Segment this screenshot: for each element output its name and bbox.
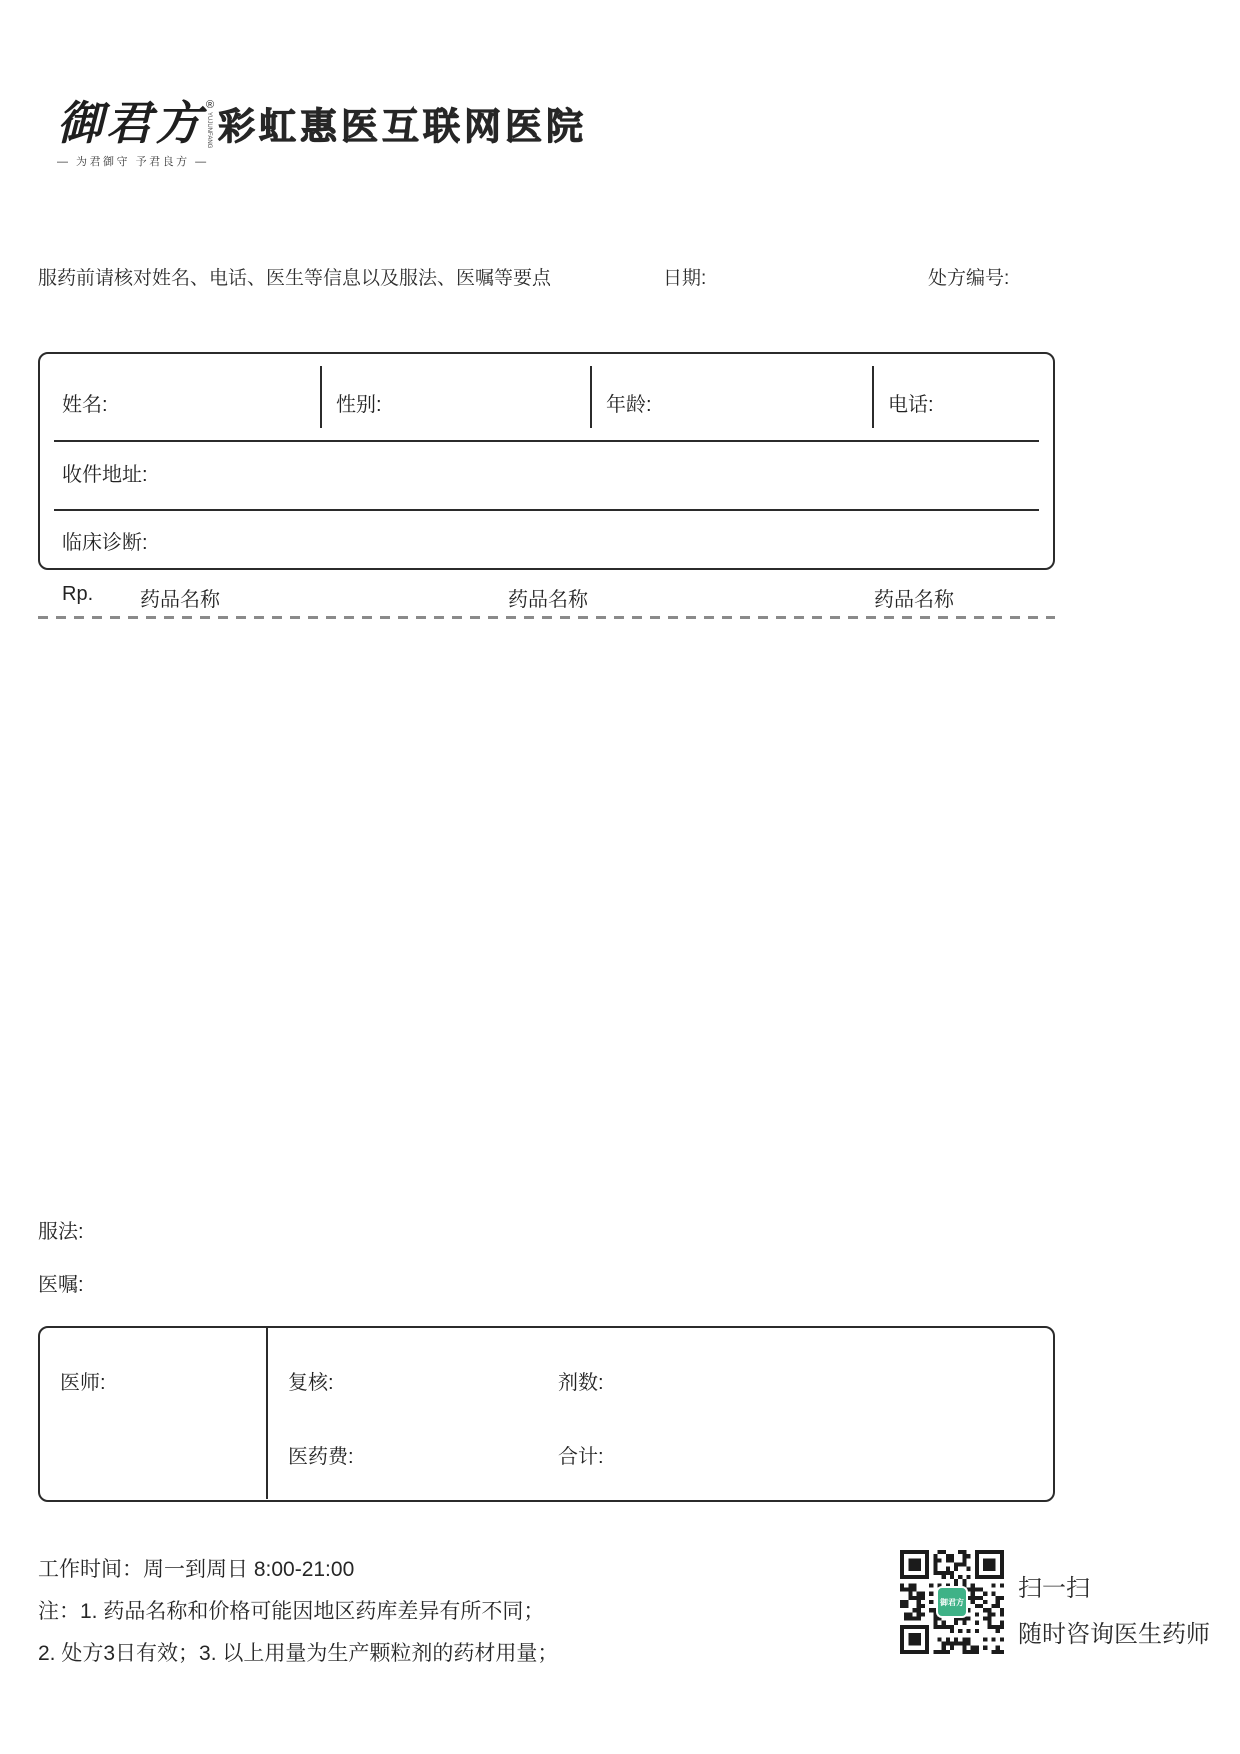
diagnosis-label: 临床诊断: <box>62 532 148 554</box>
qr-center-label: 御君方 <box>940 1597 964 1607</box>
patient-age-label: 年龄: <box>606 394 652 416</box>
scan-label: 扫一扫 <box>1018 1575 1090 1602</box>
signoff-box <box>38 1326 1055 1502</box>
patient-name-label: 姓名: <box>62 394 108 416</box>
total-label: 合计: <box>558 1446 604 1468</box>
address-label: 收件地址: <box>62 464 148 486</box>
brand-slogan: — 为君御守 予君良方 — <box>57 156 209 168</box>
physician-label: 医师: <box>60 1372 106 1394</box>
date-label: 日期: <box>663 268 707 289</box>
consult-label: 随时咨询医生药师 <box>1018 1621 1210 1648</box>
working-hours-text: 工作时间：周一到周日 8:00-21:00 <box>38 1558 355 1581</box>
fee-label: 医药费: <box>288 1446 354 1468</box>
brand-logo <box>57 96 215 169</box>
advice-label: 医嘱: <box>38 1274 84 1296</box>
divider-phone <box>872 366 874 428</box>
patient-gender-label: 性别: <box>336 394 382 416</box>
usage-label: 服法: <box>38 1221 84 1243</box>
footer-note-1: 注：1. 药品名称和价格可能因地区药库差异有所不同； <box>38 1600 545 1623</box>
hospital-title: 彩虹惠医互联网医院 <box>218 106 587 147</box>
brand-logo-name: 御君方 <box>57 96 204 150</box>
patient-info-box <box>38 352 1055 570</box>
rp-label: Rp. <box>62 583 94 605</box>
check-reminder-text: 服药前请核对姓名、电话、医生等信息以及服法、医嘱等要点 <box>38 268 552 289</box>
brand-logo-vertical-text: YUJUNFANG <box>206 112 212 149</box>
drug-name-column-1: 药品名称 <box>140 589 220 611</box>
row-separator-2 <box>54 509 1039 511</box>
patient-phone-label: 电话: <box>888 394 934 416</box>
reviewer-label: 复核: <box>288 1372 334 1394</box>
footer-note-2: 2. 处方3日有效；3. 以上用量为生产颗粒剂的药材用量； <box>38 1642 559 1665</box>
divider-gender <box>320 366 322 428</box>
rx-number-label: 处方编号: <box>928 268 1010 289</box>
drug-name-column-2: 药品名称 <box>508 589 588 611</box>
divider-age <box>590 366 592 428</box>
qr-code <box>900 1550 1004 1654</box>
qr-center-logo <box>936 1586 968 1618</box>
drug-name-column-3: 药品名称 <box>874 589 954 611</box>
row-separator-1 <box>54 440 1039 442</box>
doses-label: 剂数: <box>558 1372 604 1394</box>
registered-mark: ® <box>206 99 215 111</box>
dashed-separator <box>38 616 1055 619</box>
divider-physician <box>266 1328 268 1499</box>
